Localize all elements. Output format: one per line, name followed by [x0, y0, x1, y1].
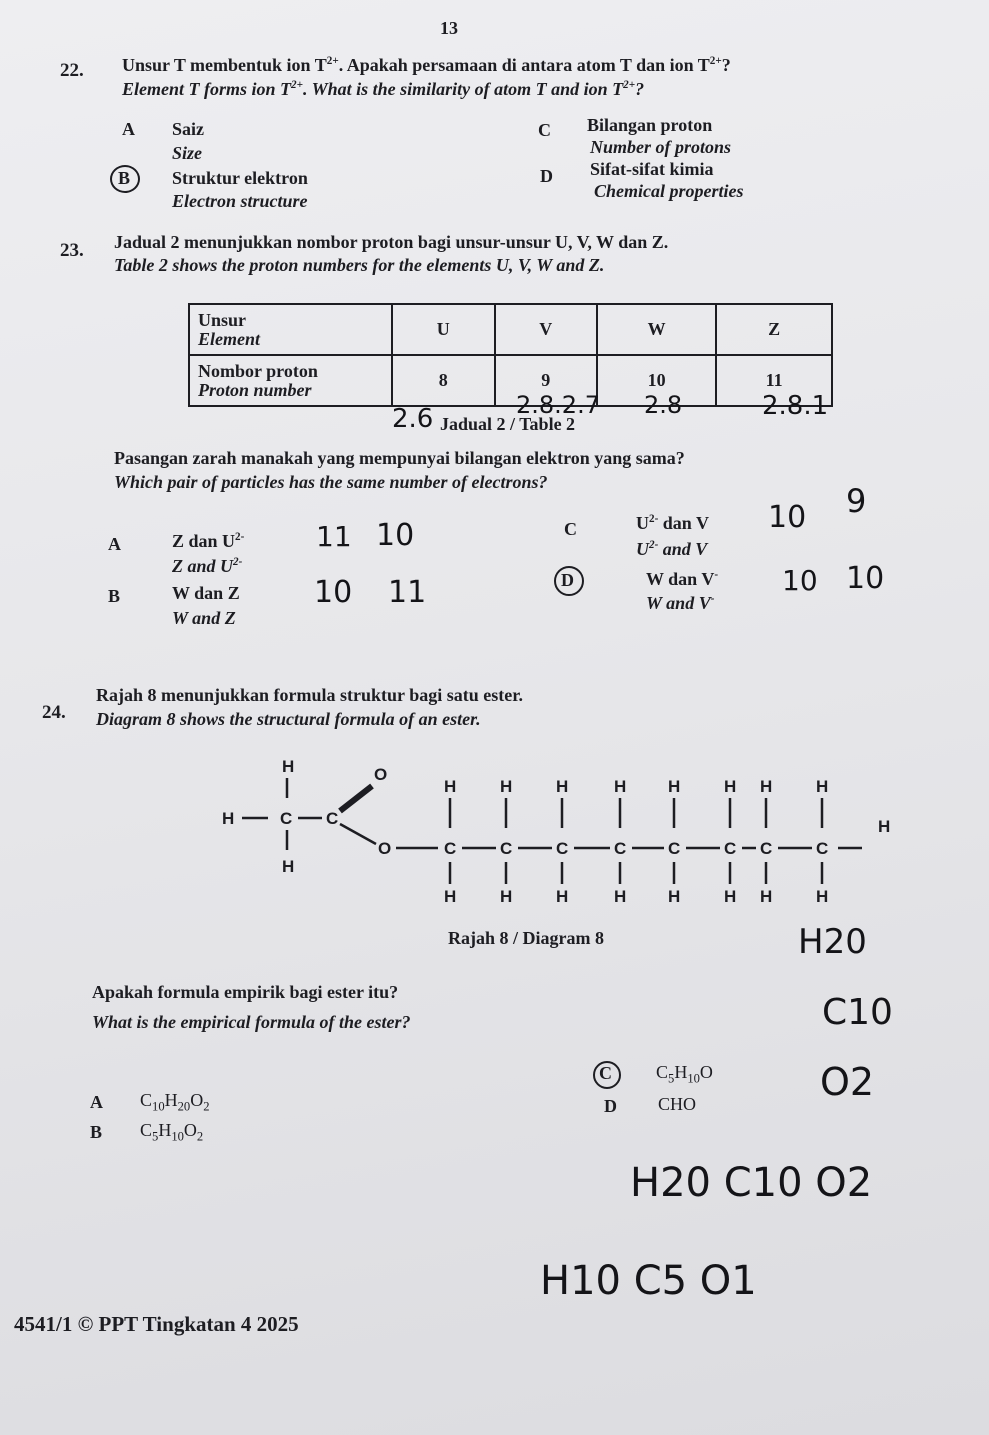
handwriting-config-w: 2.8 [644, 391, 683, 419]
atom-h: H [668, 887, 681, 906]
atom-c: C [614, 839, 627, 858]
atom-h: H [816, 777, 829, 796]
q22-option-d-letter[interactable]: D [540, 166, 553, 186]
q22-option-d-en: Chemical properties [594, 181, 744, 201]
table-cell-proton: 9 [495, 355, 598, 406]
table-cell-proton: 8 [392, 355, 495, 406]
q24-option-c-letter[interactable]: C [599, 1063, 612, 1083]
q24-number: 24. [42, 702, 66, 723]
handwriting-working-1: H20 C10 O2 [630, 1160, 873, 1206]
q22-option-a-ms: Saiz [172, 119, 205, 139]
handwriting-c10: C10 [822, 992, 893, 1033]
handwriting-c-1: 10 [768, 500, 807, 535]
table-cell-proton: 10 [597, 355, 716, 406]
handwriting-config-z: 2.8.1 [762, 391, 829, 421]
atom-h: H [556, 887, 569, 906]
atom-h: H [444, 887, 457, 906]
q22-number: 22. [60, 60, 84, 81]
q24-option-d-letter[interactable]: D [604, 1096, 617, 1116]
q23-option-a-ms: Z dan $U^{2-}$ [172, 531, 245, 551]
q23-option-a-en: Z and $U^{2-}$ [172, 556, 243, 576]
diagram-caption: Rajah 8 / Diagram 8 [448, 928, 604, 948]
table-cell-element: Z [716, 304, 832, 355]
atom-h: H [282, 757, 295, 776]
ester-structural-formula [210, 748, 910, 908]
q24-option-a-formula: $C_{10}H_{20}O_2$ [140, 1090, 210, 1114]
handwriting-h20: H20 [798, 922, 867, 962]
atom-h: H [878, 817, 891, 836]
handwriting-a-2: 10 [376, 518, 415, 553]
table-caption: Jadual 2 / Table 2 [440, 414, 576, 434]
q22-option-b-letter[interactable]: B [118, 168, 131, 188]
q23-question-en: Which pair of particles has the same number of electrons? [114, 472, 548, 492]
q24-option-b-letter[interactable]: B [90, 1122, 103, 1142]
q23-option-d-en: W and V- [646, 593, 715, 613]
atom-h: H [816, 887, 829, 906]
table-cell-element: V [495, 304, 598, 355]
q24-option-c-formula: $C_5H_{10}O$ [656, 1062, 713, 1086]
atom-c: C [280, 809, 293, 828]
atom-c: C [326, 809, 339, 828]
handwriting-o2: O2 [820, 1060, 875, 1104]
handwriting-d-1: 10 [782, 564, 818, 597]
atom-h: H [222, 809, 235, 828]
q23-option-b-ms: W dan Z [172, 583, 240, 603]
footer: 4541/1 © PPT Tingkatan 4 2025 [14, 1312, 299, 1336]
q23-option-b-letter[interactable]: B [108, 586, 121, 606]
q23-option-c-letter[interactable]: C [564, 519, 577, 539]
q22-text-ms: Unsur T membentuk ion $T^{2+}$. Apakah persamaan di antara atom T dan ion $T^{2+}$? [122, 55, 731, 75]
q24-question-ms: Apakah formula empirik bagi ester itu? [92, 982, 399, 1002]
q23-text-en: Table 2 shows the proton numbers for the elements U, V, W and Z. [114, 255, 605, 275]
q22-option-b-ms: Struktur elektron [172, 168, 308, 188]
atom-h: H [724, 777, 737, 796]
q24-option-d-formula: CHO [658, 1094, 697, 1114]
q22-option-a-letter[interactable]: A [122, 119, 135, 139]
page-number: 13 [440, 18, 458, 38]
handwriting-working-2: H10 C5 O1 [540, 1258, 757, 1304]
atom-c: C [500, 839, 513, 858]
q24-text-ms: Rajah 8 menunjukkan formula struktur bagi satu ester. [96, 685, 524, 705]
q23-number: 23. [60, 240, 84, 261]
atom-h: H [760, 887, 773, 906]
table-header-proton: Nombor proton Proton number [189, 355, 392, 406]
handwriting-c-2: 9 [846, 482, 867, 520]
handwriting-config-v: 2.8.2.7 [516, 391, 600, 419]
q24-option-a-letter[interactable]: A [90, 1092, 103, 1112]
atom-h: H [500, 777, 513, 796]
q23-option-c-en: $U^{2-}$ and V [636, 539, 708, 559]
q23-option-d-ms: W dan V- [646, 569, 719, 589]
q23-option-d-letter[interactable]: D [561, 570, 574, 590]
atom-o: O [378, 839, 392, 858]
handwriting-b-2: 11 [388, 575, 427, 610]
table-2 [188, 303, 833, 407]
q24-option-b-formula: $C_5H_{10}O_2$ [140, 1120, 204, 1144]
handwriting-d-2: 10 [846, 561, 885, 596]
table-header-element: Unsur Element [189, 304, 392, 355]
q24-question-en: What is the empirical formula of the ester? [92, 1012, 411, 1032]
atom-h: H [760, 777, 773, 796]
q23-option-a-letter[interactable]: A [108, 534, 121, 554]
q23-option-c-ms: $U^{2-}$ dan V [636, 513, 709, 533]
table-cell-element: W [597, 304, 716, 355]
atom-c: C [760, 839, 773, 858]
handwriting-config-u: 2.6 [392, 404, 434, 434]
atom-h: H [444, 777, 457, 796]
q22-option-d-ms: Sifat-sifat kimia [590, 159, 714, 179]
handwriting-b-1: 10 [314, 575, 353, 610]
atom-o: O [374, 765, 388, 784]
q23-option-b-en: W and Z [172, 608, 236, 628]
q22-option-c-en: Number of protons [590, 137, 732, 157]
atom-h: H [724, 887, 737, 906]
atom-h: H [556, 777, 569, 796]
atom-c: C [444, 839, 457, 858]
q23-question-ms: Pasangan zarah manakah yang mempunyai bilangan elektron yang sama? [114, 448, 685, 468]
q22-option-c-letter[interactable]: C [538, 120, 551, 140]
atom-h: H [614, 887, 627, 906]
atom-c: C [724, 839, 737, 858]
q24-text-en: Diagram 8 shows the structural formula of an ester. [96, 709, 481, 729]
q22-option-a-en: Size [172, 143, 203, 163]
table-cell-proton: 11 [716, 355, 832, 406]
atom-h: H [668, 777, 681, 796]
atom-c: C [668, 839, 681, 858]
atom-c: C [556, 839, 569, 858]
table-cell-element: U [392, 304, 495, 355]
handwriting-a-1: 11 [316, 520, 352, 553]
atom-h: H [500, 887, 513, 906]
q22-option-b-en: Electron structure [172, 191, 308, 211]
atom-h: H [282, 857, 295, 876]
q22-option-c-ms: Bilangan proton [587, 115, 713, 135]
atom-h: H [614, 777, 627, 796]
q22-text-en: Element T forms ion $T^{2+}$. What is the similarity of atom T and ion $T^{2+}$? [122, 79, 645, 99]
atom-c: C [816, 839, 829, 858]
q23-text-ms: Jadual 2 menunjukkan nombor proton bagi unsur-unsur U, V, W dan Z. [114, 232, 669, 252]
